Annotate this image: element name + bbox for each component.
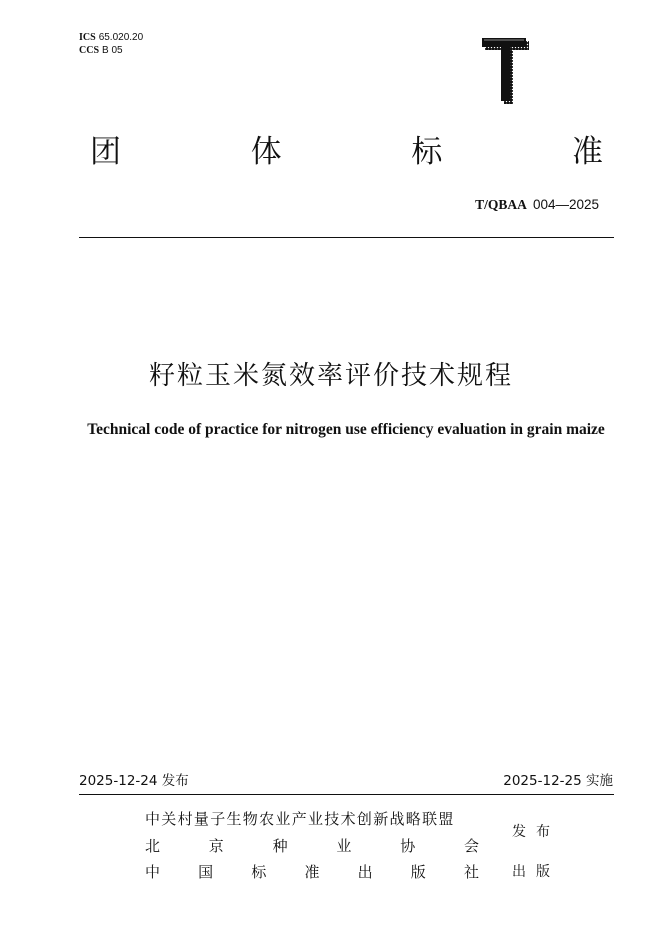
standard-t-mark [472,34,532,104]
publisher-char: 标 [251,863,267,881]
issuer-char: 种 [272,837,288,855]
standard-number-value: 004—2025 [532,197,599,212]
standard-type-char: 标 [411,134,443,170]
ics-label: ICS [79,32,96,43]
standard-number [475,197,599,213]
standard-number-prefix: T/QBAA [475,197,527,212]
issuer-char: 京 [208,837,224,855]
publish-label [512,863,550,881]
publisher-char: 中 [145,863,161,881]
issuer-alliance [145,809,479,829]
issuer-char: 协 [400,837,416,855]
publish-label-char: 版 [536,864,550,880]
standard-type-char: 团 [90,134,121,170]
publisher-char: 准 [304,863,320,881]
standard-type [90,132,603,172]
ccs-label: CCS [79,45,100,56]
issuer-char: 会 [463,837,479,855]
issuer-char: 业 [336,837,352,855]
issuer-alliance-name: 中关村量子生物农业产业技术创新战略联盟 [145,810,455,828]
publisher-char: 社 [463,863,479,881]
standard-type-char: 体 [250,134,282,170]
title-english: Technical code of practice for nitrogen use efficiency evaluation in grain maize [87,421,605,438]
title-chinese: 籽粒玉米氮效率评价技术规程 [148,361,513,391]
ccs-line [79,44,143,57]
bottom-divider [79,794,614,795]
ics-code: 65.020.20 [98,32,144,43]
publisher-char: 出 [357,863,373,881]
issue-label-char: 布 [536,824,550,840]
publisher-name [145,862,479,882]
publish-label-char: 出 [512,864,526,880]
classification-codes [79,31,143,57]
publisher-char: 国 [198,863,214,881]
issuer-char: 北 [145,837,161,855]
top-divider [79,237,614,238]
ics-line [79,31,143,44]
standard-type-char: 准 [571,134,603,170]
effective-date: 2025-12-25 实施 [503,773,613,789]
publish-date: 2025-12-24 发布 [79,773,189,789]
ccs-code: B 05 [102,45,123,56]
issue-label [512,823,550,841]
publisher-char: 版 [410,863,426,881]
issue-label-char: 发 [512,824,526,840]
issuer-association [145,836,479,856]
